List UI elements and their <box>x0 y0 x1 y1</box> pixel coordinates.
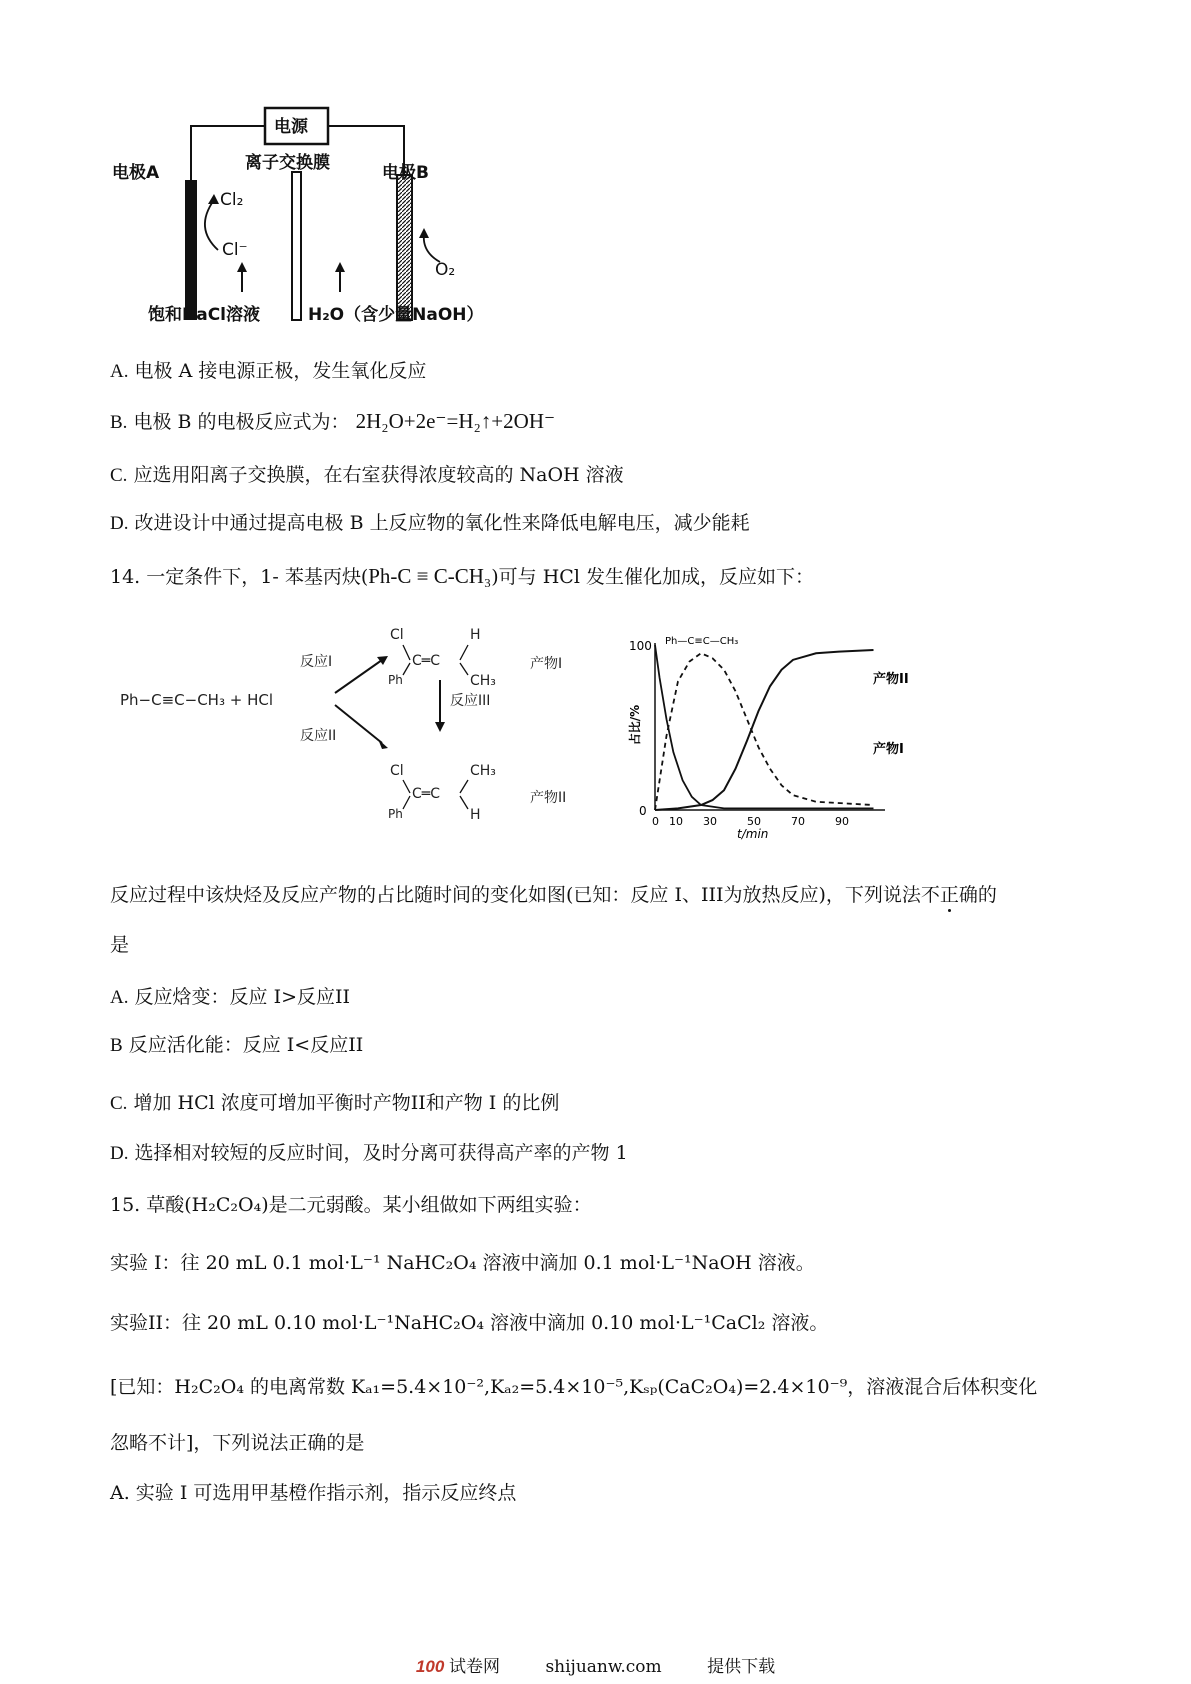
page-footer: 100 试卷网 shijuanw.com 提供下载 <box>415 1657 776 1677</box>
download-text: 提供下载 <box>707 1657 776 1677</box>
reaction-3-label: 反应III <box>450 693 491 709</box>
product-2-curve <box>655 650 874 810</box>
p1-double-bond: C═C <box>412 653 440 669</box>
p1-curve-label: 产物I <box>873 742 904 757</box>
q15-stem: 15. 草酸(H₂C₂O₄)是二元弱酸。某小组做如下两组实验： <box>110 1194 592 1216</box>
electrode-a <box>185 180 197 320</box>
q14-option-d: D. 选择相对较短的反应时间，及时分离可获得高产率的产物 1 <box>110 1142 628 1164</box>
ion-exchange-membrane <box>292 172 301 320</box>
site-logo: 100 <box>415 1657 445 1676</box>
x-tick-30: 30 <box>703 815 717 828</box>
q14-option-c: C. 增加 HCl 浓度可增加平衡时产物II和产物 I 的比例 <box>110 1092 560 1114</box>
emphasis-not-correct: 不正确 <box>920 884 978 906</box>
cl2-label: Cl₂ <box>220 190 244 210</box>
x-axis-label: t/min <box>737 827 769 840</box>
q13-option-c: C. 应选用阳离子交换膜，在右室获得浓度较高的 NaOH 溶液 <box>110 464 624 486</box>
reaction-2-label: 反应II <box>300 728 337 744</box>
cl-minus-label: Cl⁻ <box>222 240 248 260</box>
q13-option-a: A. 电极 A 接电源正极，发生氧化反应 <box>110 360 427 382</box>
electrode-b-equation: 2H₂O+2e⁻=H₂↑+2OH⁻ <box>355 409 556 433</box>
alkyne-curve-label: Ph—C≡C—CH₃ <box>665 636 739 647</box>
power-source-label: 电源 <box>274 117 308 137</box>
left-input-label: 饱和NaCl溶液 <box>148 305 261 325</box>
product-2-label: 产物II <box>530 790 567 806</box>
y-axis-label: 占比/% <box>628 704 642 746</box>
p2-ch3: CH₃ <box>470 763 496 779</box>
product-1-label: 产物I <box>530 656 563 672</box>
q14-option-b: B 反应活化能：反应 I<反应II <box>110 1034 364 1056</box>
q14-stem: 14. 一定条件下，1- 苯基丙炔(Ph-C ≡ C-CH₃)可与 HCl 发生催化加成，反应如下： <box>110 564 814 588</box>
x-tick-90: 90 <box>835 815 849 828</box>
x-tick-70: 70 <box>791 815 805 828</box>
q14-description: 反应过程中该炔烃及反应产物的占比随时间的变化如图(已知：反应 I、III为放热反应)，下列说法不正确的 <box>110 884 997 906</box>
p2-ph: Ph <box>388 807 403 821</box>
x-tick-0: 0 <box>652 815 659 828</box>
electrode-b-label: 电极B <box>382 163 429 183</box>
p2-cl: Cl <box>390 763 404 779</box>
p2-h: H <box>470 807 481 823</box>
right-input-label: H₂O（含少量NaOH） <box>308 305 484 325</box>
reaction-1-label: 反应I <box>300 654 333 670</box>
reactant-formula: Ph−C≡C−CH₃ + HCl <box>120 691 273 709</box>
q15-known-constants-line2: 忽略不计]，下列说法正确的是 <box>110 1432 365 1454</box>
chart-svg <box>625 625 935 840</box>
p1-h: H <box>470 627 481 643</box>
q14-description-line2: 是 <box>110 934 130 956</box>
q13-option-d: D. 改进设计中通过提高电极 B 上反应物的氧化性来降低电解电压，减少能耗 <box>110 512 750 534</box>
membrane-label: 离子交换膜 <box>245 153 330 173</box>
site-url[interactable]: shijuanw.com <box>545 1657 662 1677</box>
p2-curve-label: 产物II <box>873 672 909 687</box>
reaction-scheme <box>120 625 640 840</box>
p1-ch3: CH₃ <box>470 673 496 689</box>
x-tick-10: 10 <box>669 815 683 828</box>
q15-known-constants: [已知：H₂C₂O₄ 的电离常数 Kₐ₁=5.4×10⁻²,Kₐ₂=5.4×10⁻⁵,Kₛₚ(CaC₂O₄)=2.4×10⁻⁹，溶液混合后体积变化 <box>110 1376 1038 1398</box>
p1-cl: Cl <box>390 627 404 643</box>
x-tick-50: 50 <box>747 815 761 828</box>
alkyne-curve <box>655 645 874 808</box>
q14-option-a: A. 反应焓变：反应 I>反应II <box>110 986 351 1008</box>
electrode-a-label: 电极A <box>112 163 160 183</box>
electrode-b <box>397 175 412 320</box>
p1-ph: Ph <box>388 673 403 687</box>
o2-label: O₂ <box>435 260 456 280</box>
q15-experiment-2: 实验II：往 20 mL 0.10 mol·L⁻¹NaHC₂O₄ 溶液中滴加 0.10 mol·L⁻¹CaCl₂ 溶液。 <box>110 1312 829 1334</box>
q15-experiment-1: 实验 I：往 20 mL 0.1 mol·L⁻¹ NaHC₂O₄ 溶液中滴加 0.1 mol·L⁻¹NaOH 溶液。 <box>110 1252 815 1274</box>
electrolysis-diagram <box>110 100 510 345</box>
p2-double-bond: C═C <box>412 786 440 802</box>
q15-option-a: A. 实验 I 可选用甲基橙作指示剂，指示反应终点 <box>110 1482 517 1504</box>
product-1-curve <box>655 653 874 810</box>
q13-option-b: B. 电极 B 的电极反应式为： 2H₂O+2e⁻=H₂↑+2OH⁻ <box>110 409 556 433</box>
y-tick-0: 0 <box>639 804 647 818</box>
time-course-chart <box>625 625 935 840</box>
y-tick-100: 100 <box>629 639 652 653</box>
